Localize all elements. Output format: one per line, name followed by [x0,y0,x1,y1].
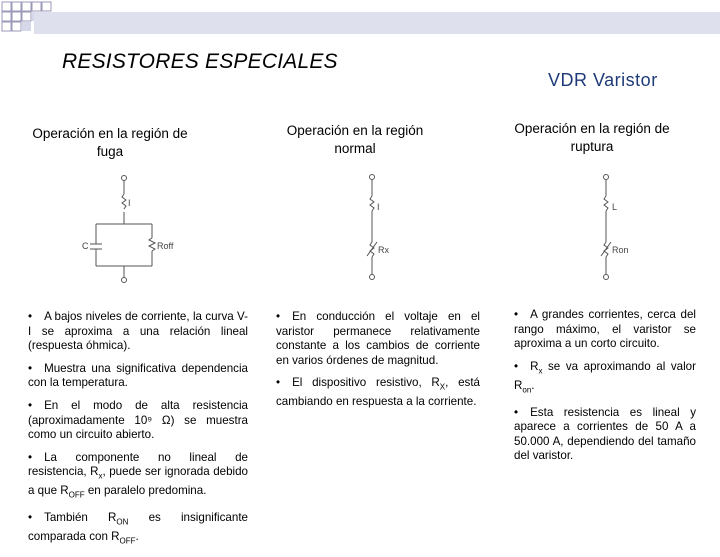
circuit-label: C [82,241,89,251]
breakdown-circuit-diagram [590,172,650,282]
bullet-item: • También $R_{ON}$ es insignificante comparada con $R_{OFF}$. [28,511,248,546]
heading-normal-region: Operación en la región normal [286,123,424,156]
normal-bullets [276,310,480,418]
bullet-item: • La componente no lineal de resistencia, $R_x$, puede ser ignorada debido a que $R_{OFF}$ en paralelo predomina. [28,450,249,500]
circuit-label: Rx [378,245,389,255]
bullet-item: • Muestra una significativa dependencia con la temperatura. [28,361,248,390]
bullet-item: • En conducción el voltaje en el varistor permanece relativamente constante a los cambios de corriente en varios órdenes de magnitud. [276,310,480,367]
circuit-label: Roff [157,241,174,251]
normal-circuit-diagram [358,172,408,282]
leakage-circuit-diagram [78,174,178,284]
bullet-item: • El dispositivo resistivo, $R_X$, está cambiando en respuesta a la corriente. [276,376,481,409]
heading-leakage-region: Operación en la región de fuga [32,126,188,159]
bullet-item: • A grandes corrientes, cerca del rango máximo, el varistor se aproxima a un corto circuito. [514,308,696,351]
bullet-item: • Esta resistencia es lineal y aparece a corrientes de 50 A a 50.000 A, dependiendo del tamaño del varistor. [514,405,696,463]
leakage-bullets [28,310,248,557]
breakdown-bullets [514,308,696,472]
page-subtitle: VDR Varistor [548,70,658,90]
circuit-label: I [128,198,131,208]
circuit-label: L [612,202,618,212]
bullet-item: • $R_x$ se va aproximando al valor $R_{on}$. [514,359,696,394]
circuit-label: I [377,202,380,212]
heading-breakdown-region: Operación en la región de ruptura [514,121,670,154]
header-band [34,12,720,34]
circuit-label: Ron [612,245,629,255]
bullet-item: • En el modo de alta resistencia (aproximadamente 10⁹ Ω) se muestra como un circuito abierto. [28,398,248,442]
bullet-item: • A bajos niveles de corriente, la curva V-I se aproxima a una relación lineal (respuesta óhmica). [28,310,248,353]
page-title: RESISTORES ESPECIALES [62,50,338,73]
